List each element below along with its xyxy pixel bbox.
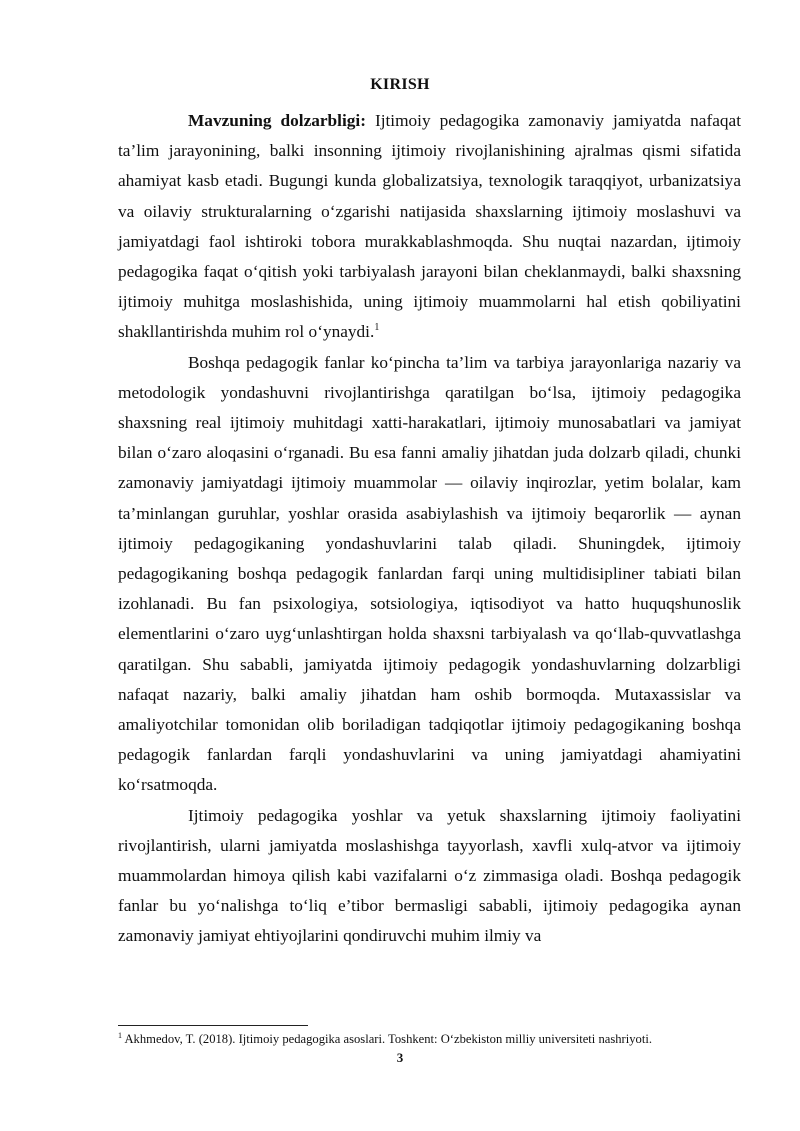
paragraph-lead: Mavzuning dolzarbligi: (188, 111, 366, 130)
page-number: 3 (396, 1050, 404, 1065)
page-title: KIRISH (370, 76, 430, 93)
footnote-reference[interactable]: 1 (374, 322, 380, 334)
footnote (118, 1031, 758, 1047)
paragraph-text: Ijtimoiy pedagogika zamonaviy jamiyatda nafaqat ta’lim jarayonining, balki insonning ijtimoiy rivojlanishining ajralmas qismi sifatida ahamiyat kasb etadi. Bugungi kunda globalizatsiya, texnologik taraqqiyot, urbanizatsiya va oilaviy strukturalarning o‘zgarishi natijasida shaxslarning ijtimoiy moslashuvi va jamiyatdagi faol ishtiroki tobora murakkablashmoqda. Shu nuqtai nazardan, ijtimoiy pedagogika faqat o‘qitish yoki tarbiyalash jarayoni bilan cheklanmaydi, balki shaxsning ijtimoiy muhitga moslashishida, uning ijtimoiy muammolarni hal etish qobiliyatini shakllantirishda muhim rol o‘ynaydi. (118, 111, 741, 342)
footnote-text: Akhmedov, T. (2018). Ijtimoiy pedagogika asoslari. Toshkent: O‘zbekiston milliy universiteti nashriyoti. (122, 1032, 652, 1046)
body-text (118, 106, 741, 952)
footnote-marker: 1 (118, 1031, 122, 1040)
paragraph-tasks (118, 801, 741, 952)
paragraph-text: Ijtimoiy pedagogika yoshlar va yetuk shaxslarning ijtimoiy faoliyatini rivojlantirish, ularni jamiyatda moslashishga tayyorlash, xavfli xulq-atvor va ijtimoiy muammolardan himoya qilish kabi vazifalarni o‘z zimmasiga oladi. Boshqa pedagogik fanlar bu yo‘nalishga to‘liq e’tibor bermasligi sababli, ijtimoiy pedagogika aynan zamonaviy jamiyat ehtiyojlarini qondiruvchi muhim ilmiy va (118, 805, 741, 946)
paragraph-text: Boshqa pedagogik fanlar ko‘pincha ta’lim va tarbiya jarayonlariga nazariy va metodologik yondashuvni rivojlantirishga qaratilgan bo‘lsa, ijtimoiy pedagogika shaxsning real ijtimoiy muhitdagi xatti-harakatlari, ijtimoiy munosabatlari va jamiyat bilan o‘zaro aloqasini o‘rganadi. Bu esa fanni amaliy jihatdan juda dolzarb qiladi, chunki zamonaviy jamiyatdagi ijtimoiy muammolar — oilaviy inqirozlar, yetim bolalar, kam ta’minlangan guruhlar, yoshlar orasida asabiylashish va ijtimoiy beqarorlik — aynan ijtimoiy pedagogikaning yondashuvlarini talab qiladi. Shuningdek, ijtimoiy pedagogikaning boshqa pedagogik fanlardan farqi uning multidisipliner tabiati bilan izohlanadi. Bu fan psixologiya, sotsiologiya, iqtisodiyot va hatto huquqshunoslik elementlarini o‘zaro uyg‘unlashtirgan holda shaxsni tarbiyalash va qo‘llab-quvvatlashga qaratilgan. Shu sababli, jamiyatda ijtimoiy pedagogik yondashuvlarning dolzarbligi nafaqat nazariy, balki amaliy jihatdan ham oshib bormoqda. Mutaxassislar va amaliyotchilar tomonidan olib boriladigan tadqiqotlar ijtimoiy pedagogikaning boshqa pedagogik fanlardan farqli yondashuvlarini va uning jamiyatdagi ahamiyatini ko‘rsatmoqda. (118, 352, 741, 795)
paragraph-relevance (118, 106, 741, 348)
footnote-divider (118, 1025, 308, 1026)
paragraph-comparison (118, 348, 741, 801)
